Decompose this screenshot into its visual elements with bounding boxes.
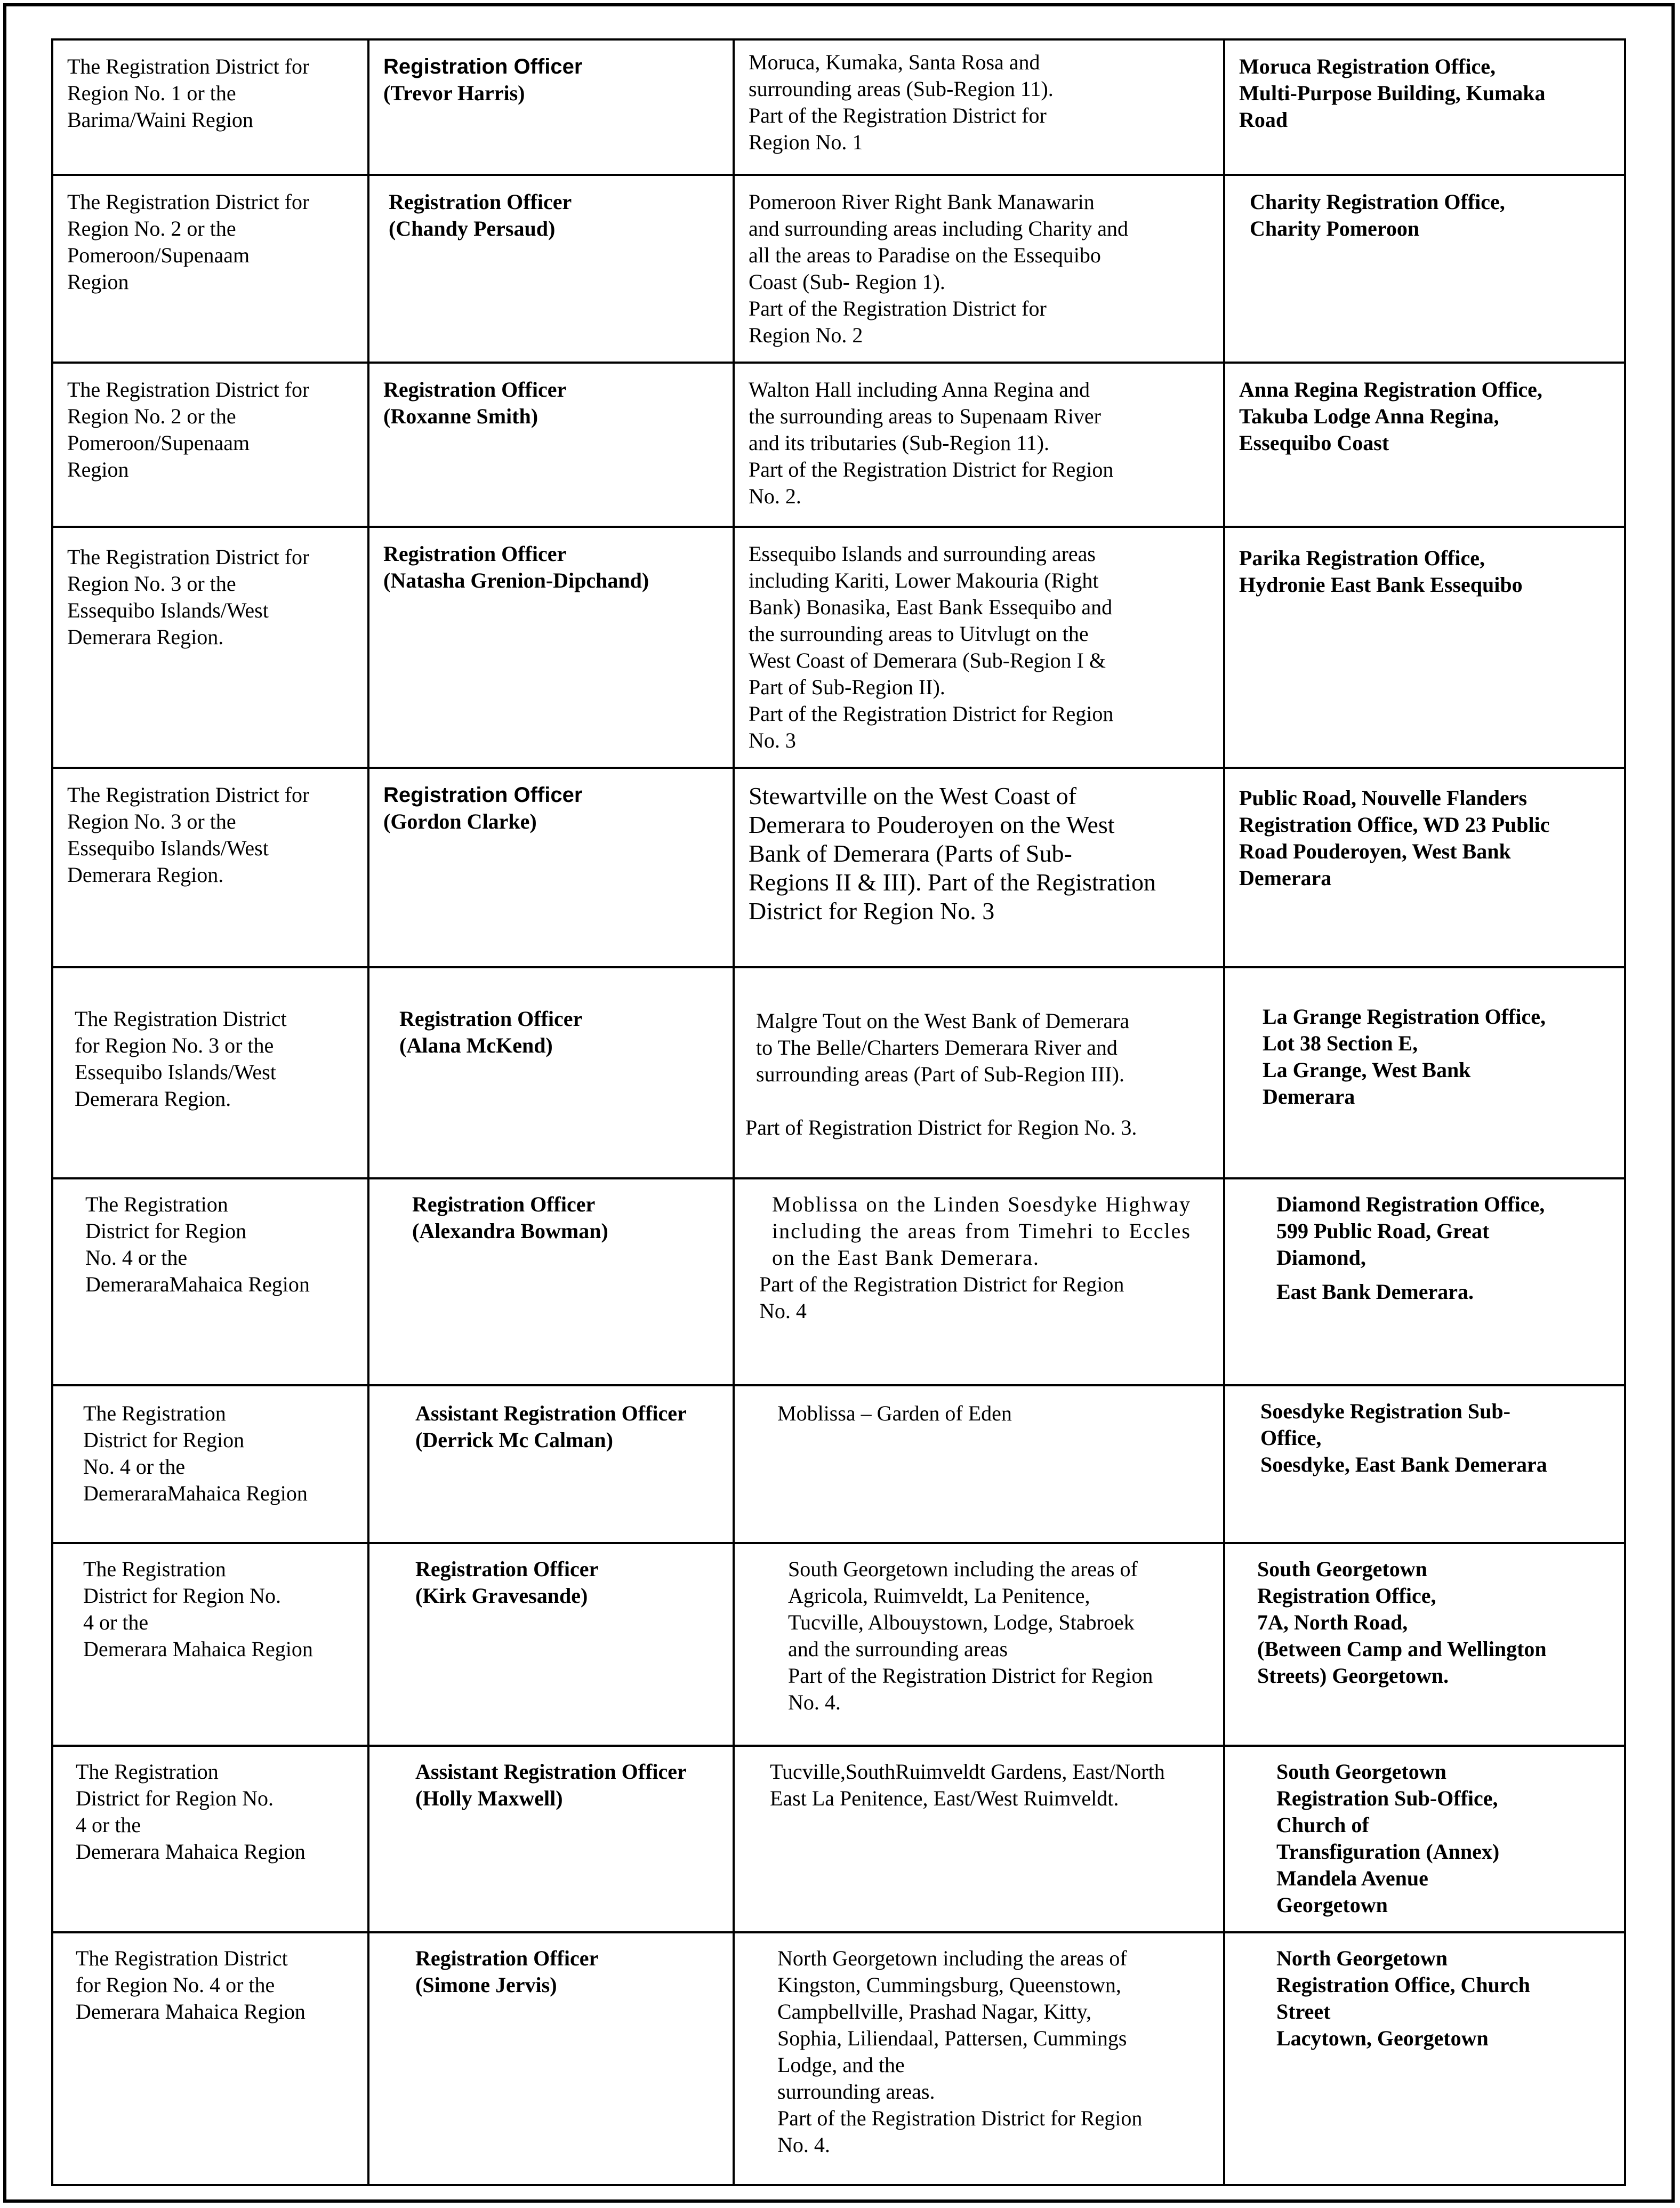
officer-name: (Alana McKend) [399,1033,553,1057]
officer-name: (Simone Jervis) [415,1973,557,1997]
table-row [52,1385,1625,1543]
officer-cell [368,1543,734,1746]
spacer [756,1088,1209,1114]
office-cell [1224,363,1625,527]
officer-name: (Trevor Harris) [383,81,525,105]
area-text: South Georgetown including the areas of Agricola, Ruimveldt, La Penitence, Tucville, Albouystown, Lodge, Stabroek and the surrounding areas Part of the Registration District for Region No. 4. [788,1557,1153,1714]
district-text: The Registration District for Region No. 4 or the Demerara Mahaica Region [76,1760,306,1864]
officer-title: Registration Officer [389,190,572,214]
office-cell [1224,967,1625,1178]
area-cell [734,1932,1224,2185]
area-text: Pomeroon River Right Bank Manawarin and surrounding areas including Charity and all the areas to Paradise on the Essequibo Coast (Sub- Region 1). Part of the Registration District for Region No. 2 [749,190,1129,347]
table-row [52,768,1625,967]
area-cell [734,39,1224,175]
office-cell [1224,1746,1625,1932]
office-text: La Grange Registration Office, Lot 38 Section E, La Grange, West Bank Demerara [1263,1005,1546,1109]
office-extra-text: East Bank Demerara. [1276,1280,1474,1304]
district-text: The Registration District for Region No. 3 or the Essequibo Islands/West Demerara Region. [67,783,310,887]
office-text: North Georgetown Registration Office, Church Street Lacytown, Georgetown [1276,1946,1530,2050]
officer-cell [368,39,734,175]
office-cell [1224,1178,1625,1385]
officer-name: (Chandy Persaud) [389,216,556,240]
officer-cell [368,527,734,768]
table-row [52,967,1625,1178]
area-cell [734,768,1224,967]
officer-name: (Derrick Mc Calman) [415,1428,613,1452]
area-text: Moruca, Kumaka, Santa Rosa and surrounding areas (Sub-Region 11). Part of the Registration District for Region No. 1 [749,50,1054,154]
district-cell [52,768,368,967]
office-text: Public Road, Nouvelle Flanders Registration Office, WD 23 Public Road Pouderoyen, West Bank Demerara [1239,786,1550,890]
registration-offices-table [51,38,1626,2186]
officer-title: Assistant Registration Officer [415,1760,687,1784]
area-cell [734,1385,1224,1543]
office-text: Diamond Registration Office, 599 Public Road, Great Diamond, [1276,1192,1545,1270]
district-cell [52,1746,368,1932]
area-text: Stewartville on the West Coast of Demerara to Pouderoyen on the West Bank of Demerara (Parts of Sub- Regions II & III). Part of the Registration District for Region No. 3 [749,782,1156,925]
table-row [52,1543,1625,1746]
office-text: Moruca Registration Office, Multi-Purpose Building, Kumaka Road [1239,54,1546,132]
office-cell [1224,527,1625,768]
district-cell [52,967,368,1178]
district-text: The Registration District for Region No. 3 or the Essequibo Islands/West Demerara Region. [75,1007,287,1111]
office-text: South Georgetown Registration Office, 7A, North Road, (Between Camp and Wellington Streets) Georgetown. [1257,1557,1547,1688]
table-row [52,363,1625,527]
officer-cell [368,1178,734,1385]
area-cell [734,175,1224,363]
officer-cell [368,768,734,967]
area-text: Essequibo Islands and surrounding areas including Kariti, Lower Makouria (Right Bank) Bonasika, East Bank Essequibo and the surrounding areas to Uitvlugt on the West Coast of Demerara (Sub-Region I & Part of Sub-Region II). Part of the Registration District for Region No. 3 [749,542,1114,752]
officer-title: Registration Officer [383,542,567,566]
district-text: The Registration District for Region No. 4 or the Demerara Mahaica Region [83,1557,313,1661]
area-text: Malgre Tout on the West Bank of Demerara to The Belle/Charters Demerara River and surrounding areas (Part of Sub-Region III). [756,1009,1130,1086]
officer-title: Registration Officer [383,378,567,402]
area-text: Moblissa on the Linden Soesdyke Highway including the areas from Timehri to Eccles on the East Bank Demerara. [772,1192,1191,1270]
district-cell [52,1385,368,1543]
office-cell [1224,768,1625,967]
area-cell [734,1746,1224,1932]
officer-cell [368,1385,734,1543]
district-cell [52,39,368,175]
district-text: The Registration District for Region No. 1 or the Barima/Waini Region [67,54,310,132]
area-cell [734,967,1224,1178]
officer-cell [368,1932,734,2185]
district-text: The Registration District for Region No. 2 or the Pomeroon/Supenaam Region [67,378,310,481]
officer-title: Registration Officer [383,783,583,807]
table-row [52,1932,1625,2185]
area-extra-text: Part of the Registration District for Region No. 4 [759,1272,1124,1323]
officer-cell [368,967,734,1178]
table-row [52,527,1625,768]
district-text: The Registration District for Region No. 4 or the DemeraraMahaica Region [85,1192,310,1296]
district-text: The Registration District for Region No. 2 or the Pomeroon/Supenaam Region [67,190,310,294]
district-cell [52,363,368,527]
area-text: Tucville,SouthRuimveldt Gardens, East/North East La Penitence, East/West Ruimveldt. [770,1760,1165,1810]
area-cell [734,1178,1224,1385]
table-row [52,39,1625,175]
table-row [52,175,1625,363]
office-text: South Georgetown Registration Sub-Office, Church of Transfiguration (Annex) Mandela Avenue Georgetown [1276,1760,1500,1917]
area-cell [734,1543,1224,1746]
area-cell [734,527,1224,768]
office-text: Soesdyke Registration Sub- Office, Soesdyke, East Bank Demerara [1260,1399,1547,1476]
officer-name: (Roxanne Smith) [383,404,538,428]
table-row [52,1746,1625,1932]
officer-title: Registration Officer [412,1192,596,1216]
district-text: The Registration District for Region No. 4 or the Demerara Mahaica Region [76,1946,306,2024]
office-text: Parika Registration Office, Hydronie East Bank Essequibo [1239,546,1523,597]
table-row [52,1178,1625,1385]
office-text: Charity Registration Office, Charity Pomeroon [1250,190,1505,240]
district-text: The Registration District for Region No. 4 or the DemeraraMahaica Region [83,1401,308,1505]
office-cell [1224,175,1625,363]
officer-name: (Alexandra Bowman) [412,1219,608,1243]
officer-title: Registration Officer [415,1557,599,1581]
officer-title: Registration Officer [399,1007,583,1031]
area-extra-text: Part of Registration District for Region No. 3. [745,1115,1137,1139]
office-cell [1224,1385,1625,1543]
district-cell [52,1543,368,1746]
officer-title: Assistant Registration Officer [415,1401,687,1425]
officer-cell [368,363,734,527]
area-text: North Georgetown including the areas of Kingston, Cummingsburg, Queenstown, Campbellville, Prashad Nagar, Kitty, Sophia, Liliendaal, Pattersen, Cummings Lodge, and the surrounding areas. Part of the Registration District for Region No. 4. [777,1946,1143,2157]
area-cell [734,363,1224,527]
area-text: Moblissa – Garden of Eden [777,1401,1012,1425]
office-cell [1224,1543,1625,1746]
officer-name: (Holly Maxwell) [415,1786,563,1810]
district-cell [52,1932,368,2185]
district-text: The Registration District for Region No. 3 or the Essequibo Islands/West Demerara Region. [67,545,310,649]
district-cell [52,527,368,768]
officer-cell [368,1746,734,1932]
office-cell [1224,39,1625,175]
district-cell [52,175,368,363]
officer-name: (Gordon Clarke) [383,809,537,833]
officer-title: Registration Officer [415,1946,599,1970]
officer-cell [368,175,734,363]
officer-name: (Kirk Gravesande) [415,1584,588,1608]
office-cell [1224,1932,1625,2185]
officer-name: (Natasha Grenion-Dipchand) [383,568,649,592]
officer-title: Registration Officer [383,55,583,78]
district-cell [52,1178,368,1385]
office-text: Anna Regina Registration Office, Takuba Lodge Anna Regina, Essequibo Coast [1239,378,1542,455]
area-text: Walton Hall including Anna Regina and the surrounding areas to Supenaam River and its tributaries (Sub-Region 11). Part of the Registration District for Region No. 2. [749,378,1114,508]
